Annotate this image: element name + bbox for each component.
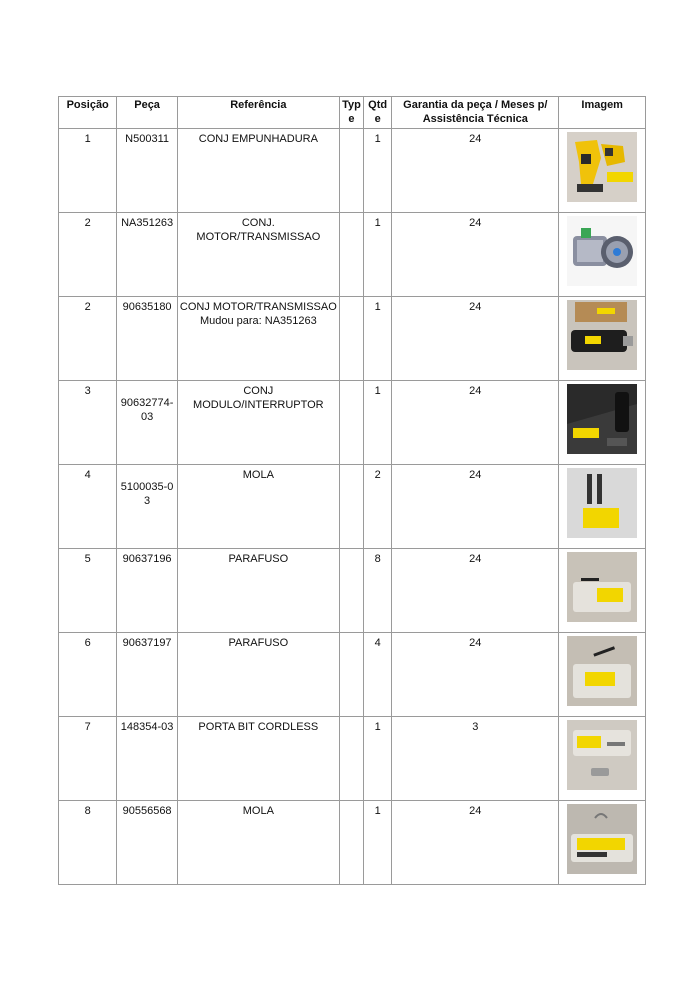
- cell-referencia: CONJ. MOTOR/TRANSMISSAO: [177, 213, 339, 297]
- cell-referencia: [177, 381, 339, 465]
- cell-qtde: 1: [364, 381, 392, 465]
- referencia-text: CONJ MOTOR/TRANSMISSAO: [179, 301, 337, 313]
- screw-bag-photo: [567, 636, 637, 706]
- cell-peca: 148354-03: [117, 717, 177, 801]
- cell-imagem: [559, 549, 646, 633]
- cell-type: [339, 465, 363, 549]
- cell-garantia: 24: [392, 129, 559, 213]
- referencia-note: Mudou para: NA351263: [199, 315, 317, 327]
- peca-line-2: 03: [140, 411, 154, 423]
- cell-referencia: CONJ EMPUNHADURA: [177, 129, 339, 213]
- header-peca: Peça: [117, 97, 177, 129]
- cell-posicao: 8: [59, 801, 117, 885]
- peca-line-1: 90632774-: [120, 397, 174, 409]
- cell-imagem: [559, 633, 646, 717]
- cell-qtde: 1: [364, 717, 392, 801]
- peca-line-2: 3: [144, 495, 151, 507]
- table-row: [59, 213, 646, 297]
- cell-garantia: 3: [392, 717, 559, 801]
- cell-qtde: 1: [364, 213, 392, 297]
- cell-qtde: 1: [364, 801, 392, 885]
- header-type: [339, 97, 363, 129]
- cell-referencia: MOLA: [177, 465, 339, 549]
- cell-garantia: 24: [392, 213, 559, 297]
- cell-qtde: 8: [364, 549, 392, 633]
- table-row: [59, 801, 646, 885]
- cell-qtde: 1: [364, 297, 392, 381]
- cell-imagem: [559, 801, 646, 885]
- cell-peca: [117, 465, 177, 549]
- header-type-line-1: Typ: [342, 99, 361, 111]
- spacer: [119, 468, 174, 480]
- cell-imagem: [559, 213, 646, 297]
- header-type-line-2: e: [348, 113, 355, 125]
- cell-referencia: [177, 297, 339, 381]
- cell-garantia: 24: [392, 297, 559, 381]
- cell-imagem: [559, 717, 646, 801]
- referencia-line-2: MODULO/INTERRUPTOR: [193, 399, 324, 411]
- header-imagem: Imagem: [559, 97, 646, 129]
- cell-referencia: PARAFUSO: [177, 549, 339, 633]
- motor-transmission-box-photo: [567, 300, 637, 370]
- cell-type: [339, 213, 363, 297]
- header-qtde: Qtde: [364, 97, 392, 129]
- cell-type: [339, 549, 363, 633]
- handle-assembly-photo: [567, 132, 637, 202]
- cell-imagem: [559, 129, 646, 213]
- table-row: [59, 549, 646, 633]
- cell-garantia: 24: [392, 549, 559, 633]
- header-garantia: Garantia da peça / Meses p/ Assistência Técnica: [392, 97, 559, 129]
- cell-garantia: 24: [392, 801, 559, 885]
- switch-module-photo: [567, 384, 637, 454]
- cell-type: [339, 717, 363, 801]
- cell-imagem: [559, 465, 646, 549]
- referencia-line-1: CONJ: [243, 385, 274, 397]
- motor-transmission-photo: [567, 216, 637, 286]
- cell-type: [339, 297, 363, 381]
- table-row: [59, 297, 646, 381]
- cell-peca: [117, 381, 177, 465]
- cell-posicao: 6: [59, 633, 117, 717]
- cell-peca: 90637196: [117, 549, 177, 633]
- cell-peca: 90556568: [117, 801, 177, 885]
- cell-peca: NA351263: [117, 213, 177, 297]
- spring-photo: [567, 468, 637, 538]
- cell-posicao: 2: [59, 297, 117, 381]
- table-row: [59, 633, 646, 717]
- cell-posicao: 2: [59, 213, 117, 297]
- cell-qtde: 2: [364, 465, 392, 549]
- cell-posicao: 5: [59, 549, 117, 633]
- table-row: [59, 381, 646, 465]
- cell-type: [339, 801, 363, 885]
- cell-qtde: 1: [364, 129, 392, 213]
- spacer: [119, 384, 174, 396]
- peca-line-1: 5100035-0: [120, 481, 174, 493]
- screw-bag-photo: [567, 552, 637, 622]
- cell-peca: N500311: [117, 129, 177, 213]
- table-header-row: [59, 97, 646, 129]
- cell-referencia: PARAFUSO: [177, 633, 339, 717]
- cell-posicao: 3: [59, 381, 117, 465]
- cell-referencia: MOLA: [177, 801, 339, 885]
- table-row: [59, 129, 646, 213]
- cell-peca: 90637197: [117, 633, 177, 717]
- cell-posicao: 7: [59, 717, 117, 801]
- header-posicao: Posição: [59, 97, 117, 129]
- cell-referencia: PORTA BIT CORDLESS: [177, 717, 339, 801]
- table-row: [59, 717, 646, 801]
- spring-bag-photo: [567, 804, 637, 874]
- header-referencia: Referência: [177, 97, 339, 129]
- cell-imagem: [559, 297, 646, 381]
- bit-holder-photo: [567, 720, 637, 790]
- cell-peca: 90635180: [117, 297, 177, 381]
- cell-garantia: 24: [392, 381, 559, 465]
- cell-garantia: 24: [392, 633, 559, 717]
- cell-imagem: [559, 381, 646, 465]
- cell-type: [339, 381, 363, 465]
- cell-posicao: 1: [59, 129, 117, 213]
- cell-type: [339, 633, 363, 717]
- table-row: [59, 465, 646, 549]
- cell-qtde: 4: [364, 633, 392, 717]
- cell-garantia: 24: [392, 465, 559, 549]
- cell-type: [339, 129, 363, 213]
- cell-posicao: 4: [59, 465, 117, 549]
- parts-table: [58, 96, 646, 885]
